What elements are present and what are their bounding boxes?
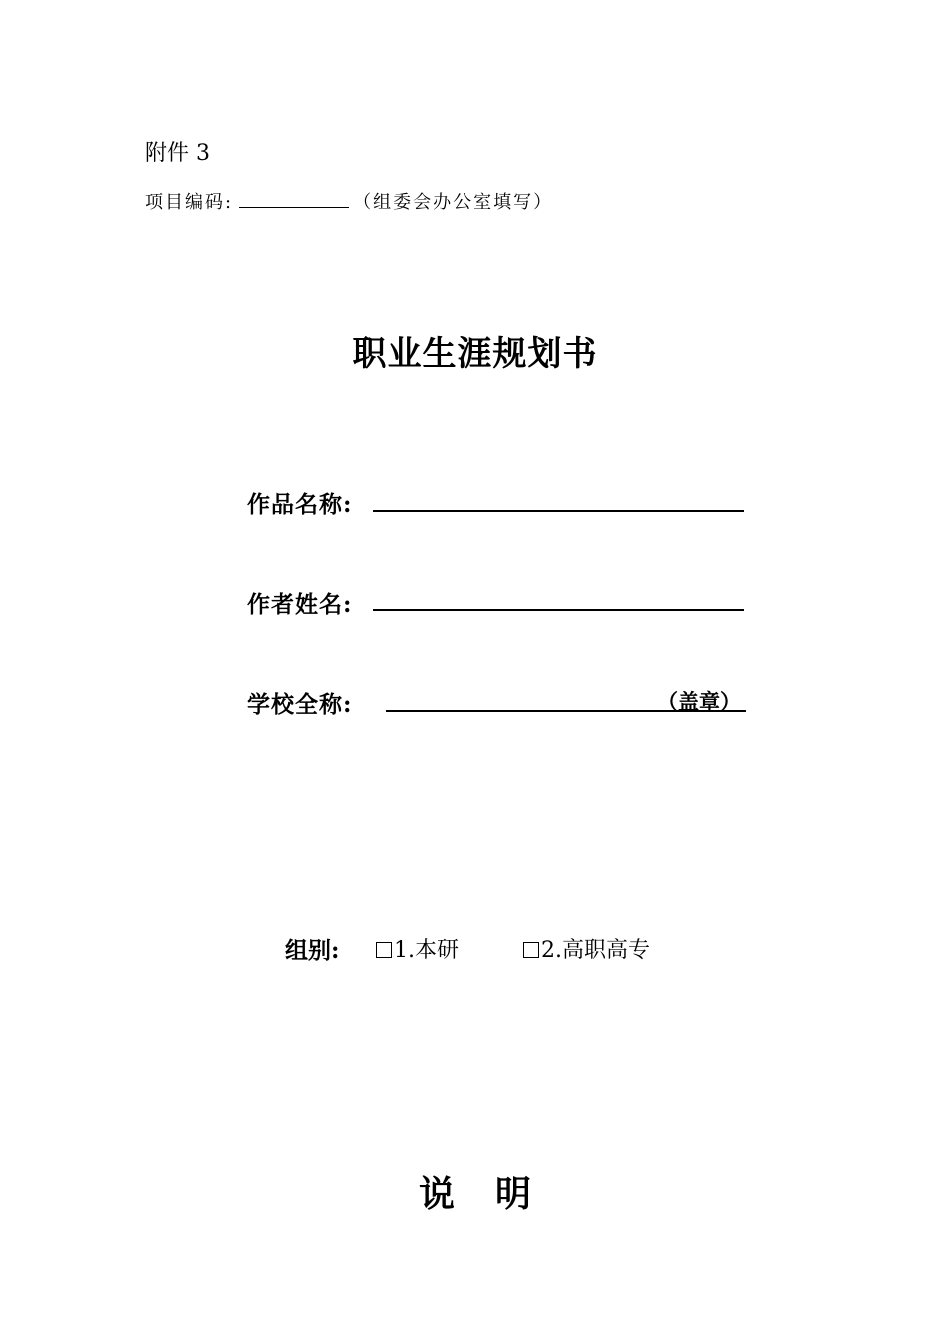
group-label: 组别: (285, 937, 340, 964)
author-name-label: 作者姓名: (247, 591, 353, 618)
section-heading (0, 1166, 950, 1217)
section-heading-char: 明 (495, 1173, 532, 1215)
section-heading-char: 说 (418, 1173, 455, 1215)
seal-note: （盖章） (657, 689, 741, 714)
project-code-label: 项目编码: (145, 192, 234, 213)
group-option-undergrad[interactable] (376, 933, 459, 964)
work-name-field[interactable] (373, 510, 744, 512)
group-option-label: 2.高职高专 (541, 938, 650, 963)
checkbox-icon[interactable] (376, 942, 392, 958)
checkbox-icon[interactable] (523, 942, 539, 958)
attachment-label: 附件 3 (145, 141, 210, 166)
group-option-vocational[interactable] (523, 933, 650, 964)
group-option-label: 1.本研 (394, 938, 459, 963)
author-name-field[interactable] (373, 609, 744, 611)
work-name-label: 作品名称: (247, 491, 353, 518)
project-code-blank[interactable] (239, 189, 349, 208)
project-code-line (145, 188, 553, 214)
document-title: 职业生涯规划书 (352, 334, 598, 374)
project-code-note: （组委会办公室填写） (353, 192, 554, 213)
school-name-label: 学校全称: (247, 691, 353, 718)
